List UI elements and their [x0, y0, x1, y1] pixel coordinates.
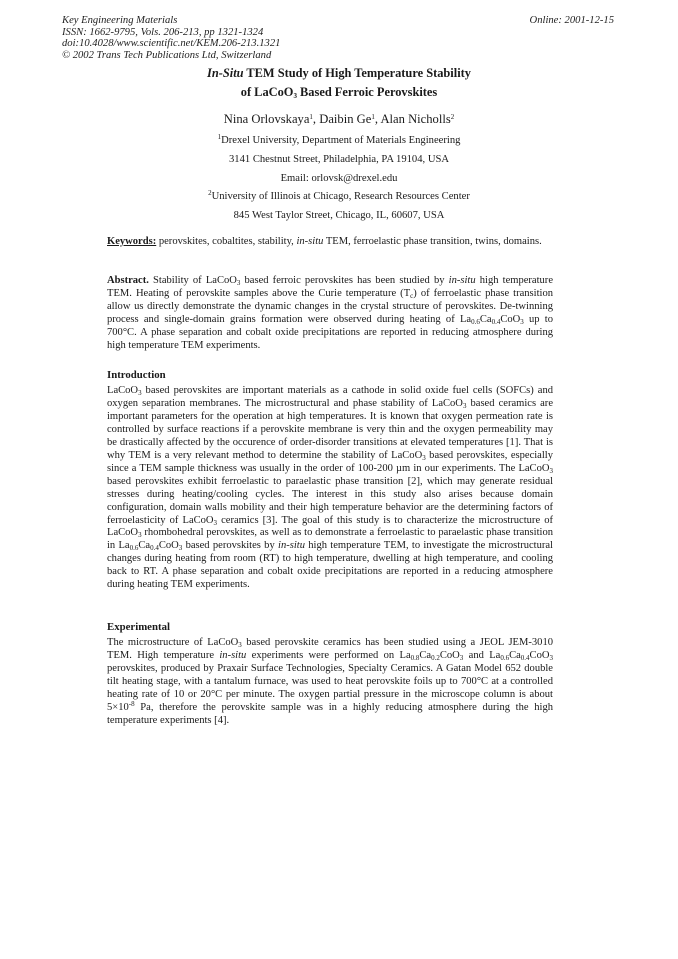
introduction-paragraph: LaCoO$_3$ based perovskites are important materials as a cathode in solid oxide fuel cells (SOFCs) and oxygen separation membranes. The microstructural and phase stability of LaCoO$_3$ based ceramics are important parameters for the operation at high temperatures. It is known that oxygen permeation rate is controlled by surface reactions if a perovskite membrane is very thin and the oxygen permeability may be drastically affected by the occurence of order-disorder transitions at elevated temperatures [1]. That is why TEM is a very relevant method to determine the stability of LaCoO$_3$ based perovskites, especially since a TEM sample thickness was usually in the order of 100-200 µm in our experiments. The LaCoO$_3$ based perovskites exhibit ferroelastic to paraelastic phase transition [2], which may generate residual stresses during heating/cooling cycles. The interest in this study also arises because domain configuration, domain walls mobility and their high temperature behavior are the determining factors of ferroelasticity of LaCoO$_3$ ceramics [3]. The goal of this study is to characterize the microstructure of LaCoO$_3$ rhombohedral perovskites, as well as to demonstrate a ferroelastic to paraelastic phase transition in $La_{0.6}Ca_{0.4}CoO_3$ based perovskites by in-situ high temperature TEM, to investigate the microstructural changes during heating from room (RT) to high temperature, dwelling at high temperature, and cooling back to RT. A phase separation and cobalt oxide precipitations are reported in a reducing atmosphere during heating TEM experiments. — [107, 385, 553, 591]
doi-line: doi:10.4028/www.scientific.net/KEM.206-213.1321 — [62, 38, 281, 50]
issn-line: ISSN: 1662-9795, Vols. 206-213, pp 1321-1324 — [62, 26, 264, 38]
journal-header — [62, 15, 280, 61]
abstract-label: Abstract. — [107, 275, 149, 286]
author-name: Alan Nicholls — [380, 112, 451, 126]
keywords-label: Keywords: — [107, 236, 157, 247]
author-name: Nina Orlovskaya — [223, 112, 310, 126]
author-email: Email: orlovsk@drexel.edu — [280, 173, 398, 184]
affiliation-2-line-2: 845 West Taylor Street, Chicago, IL, 60607, USA — [233, 210, 445, 221]
author-list: Nina Orlovskaya$^1$, Daibin Ge$^1$, Alan Nicholls$^2$ — [223, 112, 455, 126]
affiliation-1-line-2: 3141 Chestnut Street, Philadelphia, PA 19104, USA — [228, 154, 450, 165]
copyright-line: © 2002 Trans Tech Publications Ltd, Switzerland — [62, 49, 272, 61]
paper-title-line-1: In-Situ TEM Study of High Temperature Stability — [207, 66, 471, 80]
affiliation-1-line-1: $^1$Drexel University, Department of Materials Engineering — [217, 133, 461, 146]
affiliation-2-line-1: $^2$University of Illinois at Chicago, Research Resources Center — [208, 189, 470, 202]
author-name: Daibin Ge — [319, 112, 372, 126]
abstract: Abstract. Stability of LaCoO$_3$ based ferroic perovskites has been studied by in-situ high temperature TEM. Heating of perovskite samples above the Curie temperature $(T_c)$ of ferroelastic phase transition allow us directly demonstrate the dynamic changes in the crystal structure of perovskites. De-twinning process and single-domain grains formation were observed during heating of $La_{0.6}Ca_{0.4}CoO_3$ up to 700°C. A phase separation and cobalt oxide precipitations are reported in reducing atmosphere during high temperature TEM experiments. — [107, 275, 553, 351]
journal-name: Key Engineering Materials — [62, 15, 178, 26]
paper-title-line-2: of LaCoO$_3$ Based Ferroic Perovskites — [240, 85, 438, 100]
experimental-heading: Experimental — [107, 621, 170, 633]
online-date: Online: 2001-12-15 — [529, 15, 614, 26]
introduction-heading: Introduction — [107, 369, 166, 381]
experimental-paragraph: The microstructure of LaCoO$_3$ based perovskite ceramics has been studied using a JEOL JEM-3010 TEM. High temperature in-situ experiments were performed on $La_{0.8}Ca_{0.2}CoO_3$ and $La_{0.6}Ca_{0.4}CoO_3$ perovskites, produced by Praxair Surface Technologies, Specialty Ceramics. A Gatan Model 652 double tilt heating stage, with a tantalum furnace, was used to heat perovskite foils up to 700°C at a controlled heating rate of 10 or 20°C per minute. The oxygen partial pressure in the microscope column is about $5\times 10^{-8}$ Pa, therefore the perovskite sample was in a highly reducing atmosphere during the high temperature experiments [4]. — [107, 637, 553, 726]
keywords: Keywords: perovskites, cobaltites, stability, in-situ TEM, ferroelastic phase transition, twins, domains. — [107, 236, 542, 247]
title-italic: In-Situ — [207, 66, 244, 80]
